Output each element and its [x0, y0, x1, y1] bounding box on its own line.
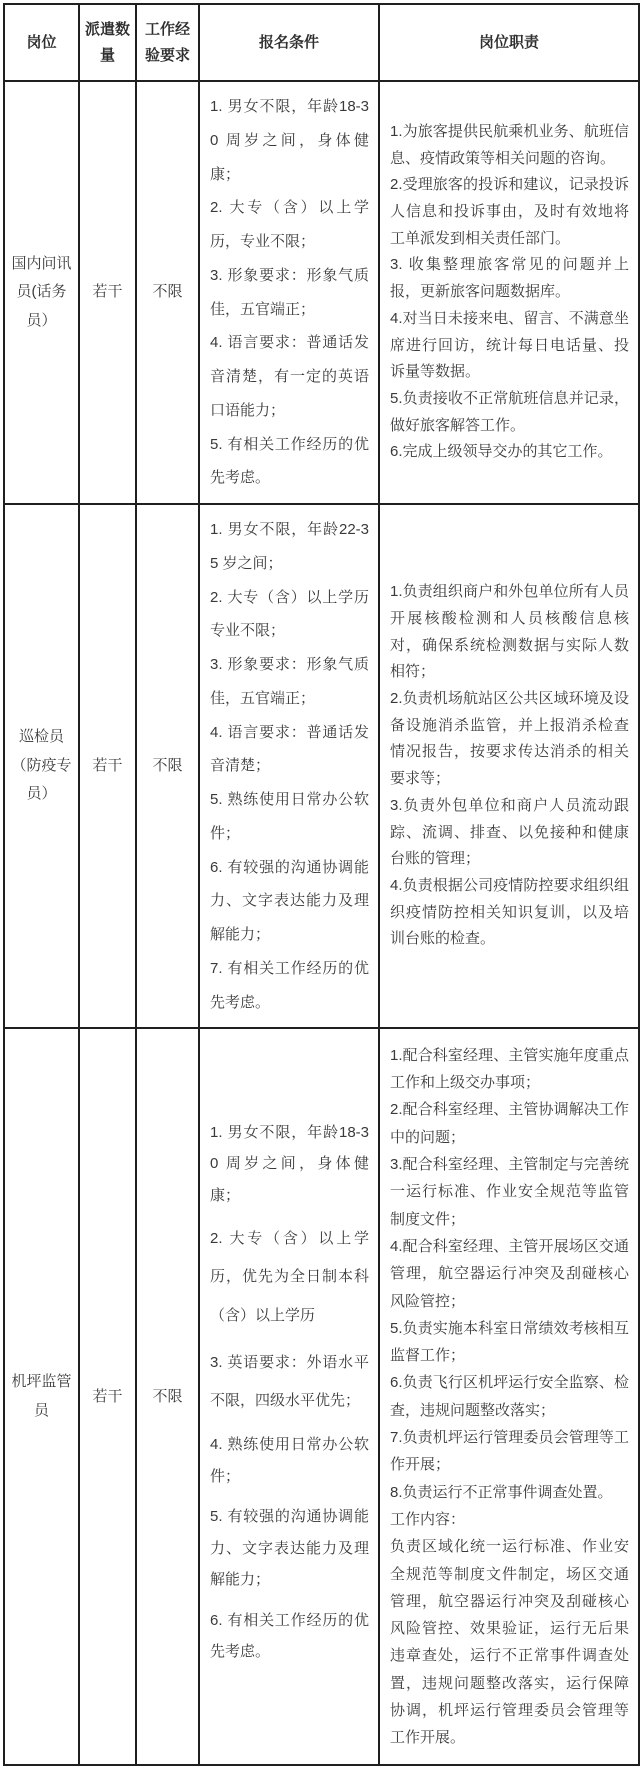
position-cell: 机坪监管员 — [4, 1028, 79, 1765]
experience-cell: 不限 — [136, 1028, 199, 1765]
text-line: 5. 熟练使用日常办公软件； — [210, 791, 369, 842]
text-line: 7. 有相关工作经历的优先考虑。 — [210, 959, 369, 1011]
column-header-position: 岗位 — [4, 4, 79, 81]
table-header-row — [4, 4, 639, 81]
text-line: 5. 有相关工作经历的优先考虑。 — [210, 435, 369, 487]
text-line: 1. 男女不限，年龄18-30 周岁之间，身体健康； — [210, 98, 369, 183]
text-line: 4.对当日未接来电、留言、不满意坐席进行回访，统计每日电话量、投诉量等数据。 — [390, 309, 629, 381]
text-line: 3. 收集整理旅客常见的问题并上报，更新旅客问题数据库。 — [390, 256, 629, 301]
text-line: 1.负责组织商户和外包单位所有人员开展核酸检测和人员核酸信息核对，确保系统检测数据与实际人数相符； — [390, 583, 629, 681]
text-line: 6. 有较强的沟通协调能力、文字表达能力及理解能力； — [210, 858, 369, 943]
text-line: 5.负责接收不正常航班信息并记录，做好旅客解答工作。 — [390, 389, 629, 434]
experience-cell: 不限 — [136, 504, 199, 1028]
text-line: 2.配合科室经理、主管协调解决工作中的问题； — [390, 1101, 629, 1146]
text-line: 2.负责机场航站区公共区域环境及设备设施消杀监管，并上报消杀检查情况报告，按要求传达消杀的相关要求等； — [390, 690, 629, 788]
text-line: 3.配合科室经理、主管制定与完善统一运行标准、作业安全规范等监管制度文件； — [390, 1156, 629, 1228]
text-line: 1. 男女不限，年龄18-30 周岁之间，身体健康； — [210, 1123, 369, 1204]
quantity-cell: 若干 — [79, 81, 136, 504]
text-line: 5. 有较强的沟通协调能力、文字表达能力及理解能力； — [210, 1508, 369, 1589]
text-line: 6.完成上级领导交办的其它工作。 — [390, 443, 613, 461]
column-header-quantity: 派遣数量 — [79, 4, 136, 81]
text-line: 1.为旅客提供民航乘机业务、航班信息、疫情政策等相关问题的咨询。 — [390, 123, 629, 167]
text-line: 2. 大专（含）以上学历，优先为全日制本科（含）以上学历 — [210, 1230, 369, 1324]
position-cell: 国内问讯员(话务员） — [4, 81, 79, 504]
conditions-cell — [199, 1028, 379, 1765]
text-line: 2. 大专（含）以上学历专业不限； — [210, 588, 369, 640]
duties-cell — [379, 1028, 639, 1765]
quantity-cell: 若干 — [79, 1028, 136, 1765]
text-line: 4. 语言要求：普通话发音清楚，有一定的英语口语能力； — [210, 334, 369, 419]
text-line: 8.负责运行不正常事件调查处置。 — [390, 1483, 613, 1501]
table-row — [4, 504, 639, 1028]
text-line: 4.负责根据公司疫情防控要求组织组织疫情防控相关知识复训，以及培训台账的检查。 — [390, 876, 629, 948]
column-header-conditions: 报名条件 — [199, 4, 379, 81]
text-line: 4. 熟练使用日常办公软件； — [210, 1436, 369, 1485]
text-line: 1. 男女不限，年龄22-35 岁之间； — [210, 521, 369, 572]
text-line: 3. 形象要求：形象气质佳，五官端正； — [210, 266, 369, 318]
text-line: 2.受理旅客的投诉和建议，记录投诉人信息和投诉事由，及时有效地将工单派发到相关责任部门。 — [390, 176, 629, 247]
conditions-cell — [199, 504, 379, 1028]
duties-cell — [379, 504, 639, 1028]
text-line: 5.负责实施本科室日常绩效考核相互监督工作； — [390, 1319, 629, 1365]
table-row — [4, 1028, 639, 1765]
text-line: 6. 有相关工作经历的优先考虑。 — [210, 1611, 369, 1661]
quantity-cell: 若干 — [79, 504, 136, 1028]
text-line: 2. 大专（含）以上学历，专业不限； — [210, 199, 369, 250]
duties-cell — [379, 81, 639, 504]
text-line: 3. 形象要求：形象气质佳，五官端正； — [210, 656, 369, 707]
text-line: 6.负责飞行区机坪运行安全监察、检查，违规问题整改落实； — [390, 1374, 629, 1419]
text-line: 4.配合科室经理、主管开展场区交通管理，航空器运行冲突及刮碰核心风险管控； — [390, 1237, 629, 1310]
text-line: 3.负责外包单位和商户人员流动跟踪、流调、排查、以免接种和健康台账的管理； — [390, 796, 629, 868]
table-row — [4, 81, 639, 504]
text-line: 工作内容： — [390, 1510, 466, 1528]
text-line: 3. 英语要求：外语水平不限，四级水平优先； — [210, 1353, 369, 1410]
conditions-cell — [199, 81, 379, 504]
column-header-experience: 工作经验要求 — [136, 4, 199, 81]
recruitment-table — [3, 3, 640, 1766]
text-line: 7.负责机坪运行管理委员会管理等工作开展； — [390, 1429, 629, 1474]
text-line: 负责区域化统一运行标准、作业安全规范等制度文件制定，场区交通管理，航空器运行冲突及刮碰核心风险管控、效果验证，运行无后果违章查处，运行不正常事件调查处置，违规问题整改落实，运行保障协调，机坪运行管理委员会管理等工作开展。 — [390, 1538, 629, 1747]
text-line: 4. 语言要求：普通话发音清楚； — [210, 723, 369, 775]
text-line: 1.配合科室经理、主管实施年度重点工作和上级交办事项； — [390, 1046, 629, 1092]
position-cell: 巡检员（防疫专员） — [4, 504, 79, 1028]
column-header-duties: 岗位职责 — [379, 4, 639, 81]
experience-cell: 不限 — [136, 81, 199, 504]
